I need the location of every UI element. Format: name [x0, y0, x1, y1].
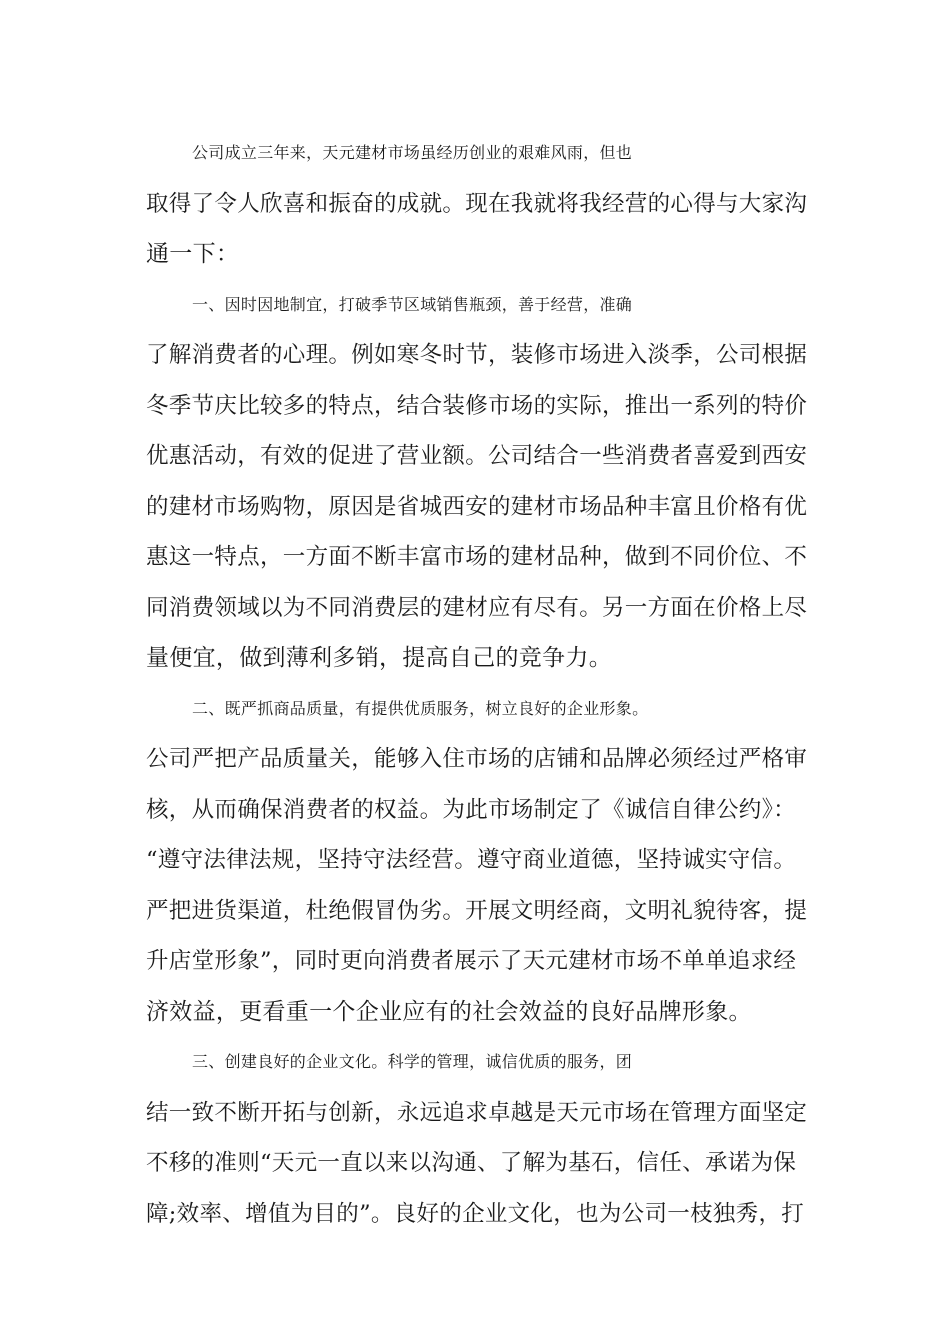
text-line: 惠这一特点，一方面不断丰富市场的建材品种，做到不同价位、不 [146, 544, 808, 570]
text-line: 优惠活动，有效的促进了营业额。公司结合一些消费者喜爱到西安 [146, 443, 808, 469]
text-line: 公司严把产品质量关，能够入住市场的店铺和品牌必须经过严格审 [146, 746, 808, 772]
text-line: 不移的准则“天元一直以来以沟通、了解为基石，信任、承诺为保 [146, 1150, 797, 1176]
text-line: 障;效率、增值为目的”。良好的企业文化，也为公司一枝独秀，打 [146, 1200, 805, 1227]
text-line: 量便宜，做到薄利多销，提高自己的竞争力。 [146, 645, 612, 671]
text-line: 同消费领域以为不同消费层的建材应有尽有。另一方面在价格上尽 [146, 594, 808, 621]
text-line: “遵守法律法规，坚持守法经营。遵守商业道德，坚持诚实守信。 [146, 847, 797, 873]
text-line: 一、因时因地制宜，打破季节区域销售瓶颈，善于经营，准确 [192, 294, 633, 314]
text-line: 升店堂形象”，同时更向消费者展示了天元建材市场不单单追求经 [146, 948, 797, 974]
text-line: 的建材市场购物，原因是省城西安的建材市场品种丰富且价格有优 [146, 493, 808, 520]
text-line: 公司成立三年来，天元建材市场虽经历创业的艰难风雨，但也 [192, 143, 633, 162]
text-line: 核，从而确保消费者的权益。为此市场制定了《诚信自律公约》： [146, 796, 796, 823]
text-line: 通一下： [146, 241, 240, 267]
text-line: 结一致不断开拓与创新，永远追求卓越是天元市场在管理方面坚定 [146, 1099, 808, 1126]
document-body [146, 128, 806, 1239]
text-line: 取得了令人欣喜和振奋的成就。现在我就将我经营的心得与大家沟 [146, 190, 808, 217]
text-line: 了解消费者的心理。例如寒冬时节，装修市场进入淡季，公司根据 [146, 342, 808, 368]
text-line: 二、既严抓商品质量，有提供优质服务，树立良好的企业形象。 [192, 698, 649, 718]
text-line: 冬季节庆比较多的特点，结合装修市场的实际，推出一系列的特价 [146, 392, 808, 419]
text-line: 济效益，更看重一个企业应有的社会效益的良好品牌形象。 [146, 998, 752, 1025]
text-line: 严把进货渠道，杜绝假冒伪劣。开展文明经商，文明礼貌待客，提 [146, 897, 808, 924]
text-line: 三、创建良好的企业文化。科学的管理，诚信优质的服务，团 [192, 1052, 633, 1071]
